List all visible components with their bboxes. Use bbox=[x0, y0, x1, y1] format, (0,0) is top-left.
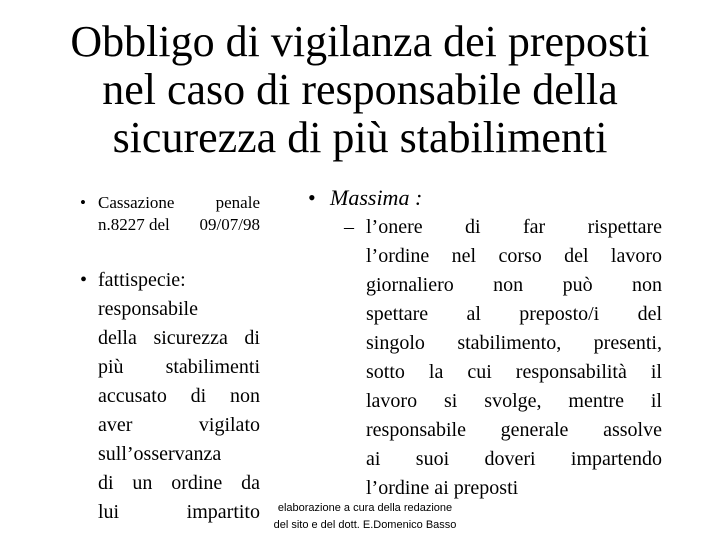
word: suoi bbox=[415, 448, 450, 470]
word: lavoro bbox=[366, 390, 418, 412]
left-column bbox=[80, 192, 260, 527]
text-line bbox=[366, 474, 662, 503]
massima-label: Massima : bbox=[330, 185, 423, 210]
word: giornaliero bbox=[366, 274, 454, 296]
word: la bbox=[428, 361, 444, 383]
text-line bbox=[366, 329, 662, 358]
word: si bbox=[444, 390, 458, 412]
text-line bbox=[366, 271, 662, 300]
word: penale bbox=[215, 193, 260, 212]
text-line bbox=[366, 416, 662, 445]
massima-text bbox=[344, 213, 662, 503]
word: stabilimento, bbox=[457, 332, 562, 354]
text-line bbox=[98, 295, 260, 324]
word: di bbox=[190, 385, 207, 407]
word: sull’osservanza bbox=[98, 443, 222, 465]
word: ordine bbox=[171, 472, 223, 494]
citation-block bbox=[80, 192, 260, 236]
word: n.8227 del bbox=[98, 215, 170, 234]
word: nel bbox=[451, 245, 477, 267]
word: sicurezza bbox=[153, 327, 228, 349]
word: stabilimenti bbox=[165, 356, 260, 378]
word: non bbox=[493, 274, 524, 296]
word: di bbox=[98, 472, 114, 494]
word: l’ordine ai preposti bbox=[366, 477, 519, 499]
title-line: sicurezza di più stabilimenti bbox=[112, 113, 608, 162]
footer-credit bbox=[240, 500, 490, 534]
text-line bbox=[366, 358, 662, 387]
text-line bbox=[98, 192, 260, 214]
word: di bbox=[465, 216, 481, 238]
text-line bbox=[366, 213, 662, 242]
word: svolge, bbox=[484, 390, 542, 412]
word: lavoro bbox=[610, 245, 662, 267]
word: un bbox=[132, 472, 153, 494]
bullet-icon: • bbox=[308, 185, 316, 210]
word: responsabile bbox=[366, 419, 466, 441]
title-line: nel caso di responsabile della bbox=[102, 65, 618, 114]
word: da bbox=[241, 472, 260, 494]
footer-line: del sito e del dott. E.Domenico Basso bbox=[273, 519, 457, 531]
word: può bbox=[562, 274, 593, 296]
dash-marker: – bbox=[344, 216, 354, 238]
word: assolve bbox=[603, 419, 662, 441]
bullet-icon: • bbox=[80, 269, 88, 291]
word: ai bbox=[366, 448, 381, 470]
word: l’ordine bbox=[366, 245, 430, 267]
word: del bbox=[564, 245, 589, 267]
word: non bbox=[631, 274, 662, 296]
word: più bbox=[98, 356, 124, 378]
word: cui bbox=[467, 361, 492, 383]
word: spettare bbox=[366, 303, 429, 325]
word: della bbox=[98, 327, 137, 349]
text-line bbox=[366, 242, 662, 271]
word: sotto bbox=[366, 361, 405, 383]
text-line bbox=[98, 382, 260, 411]
word: il bbox=[650, 390, 662, 412]
word: singolo bbox=[366, 332, 425, 354]
word: impartendo bbox=[570, 448, 662, 470]
word: mentre bbox=[568, 390, 624, 412]
text-line bbox=[98, 266, 260, 295]
title-line: Obbligo di vigilanza dei preposti bbox=[70, 17, 650, 66]
word: il bbox=[650, 361, 662, 383]
word: corso bbox=[498, 245, 542, 267]
word: non bbox=[229, 385, 260, 407]
footer-line: elaborazione a cura della redazione bbox=[277, 502, 453, 514]
word: al bbox=[466, 303, 481, 325]
text-line bbox=[366, 300, 662, 329]
word: rispettare bbox=[587, 216, 662, 238]
word: aver bbox=[98, 414, 133, 436]
massima-heading bbox=[308, 183, 662, 213]
word: l’onere bbox=[366, 216, 423, 238]
word: del bbox=[637, 303, 662, 325]
text-line bbox=[98, 214, 260, 236]
text-line bbox=[98, 469, 260, 498]
word: generale bbox=[500, 419, 569, 441]
word: doveri bbox=[484, 448, 536, 470]
word: far bbox=[522, 216, 546, 238]
slide-title bbox=[0, 18, 720, 162]
word: Cassazione bbox=[98, 193, 175, 212]
word: preposto/i bbox=[519, 303, 600, 325]
text-line bbox=[98, 498, 260, 527]
text-line bbox=[98, 440, 260, 469]
word: impartito bbox=[186, 501, 260, 523]
word: lui bbox=[98, 501, 120, 523]
word: 09/07/98 bbox=[199, 215, 260, 234]
fact-block bbox=[80, 266, 260, 527]
right-column bbox=[308, 183, 662, 503]
word: responsabilità bbox=[515, 361, 627, 383]
word: vigilato bbox=[198, 414, 260, 436]
text-line bbox=[98, 324, 260, 353]
bullet-icon: • bbox=[80, 193, 86, 212]
word: di bbox=[244, 327, 260, 349]
text-line bbox=[98, 353, 260, 382]
word: accusato bbox=[98, 385, 167, 407]
word: fattispecie: bbox=[98, 269, 186, 291]
massima-body bbox=[344, 213, 662, 503]
word: presenti, bbox=[593, 332, 662, 354]
text-line bbox=[98, 411, 260, 440]
word: responsabile bbox=[98, 298, 198, 320]
text-line bbox=[366, 387, 662, 416]
fact-text bbox=[98, 266, 260, 527]
text-line bbox=[366, 445, 662, 474]
citation-text bbox=[98, 192, 260, 236]
